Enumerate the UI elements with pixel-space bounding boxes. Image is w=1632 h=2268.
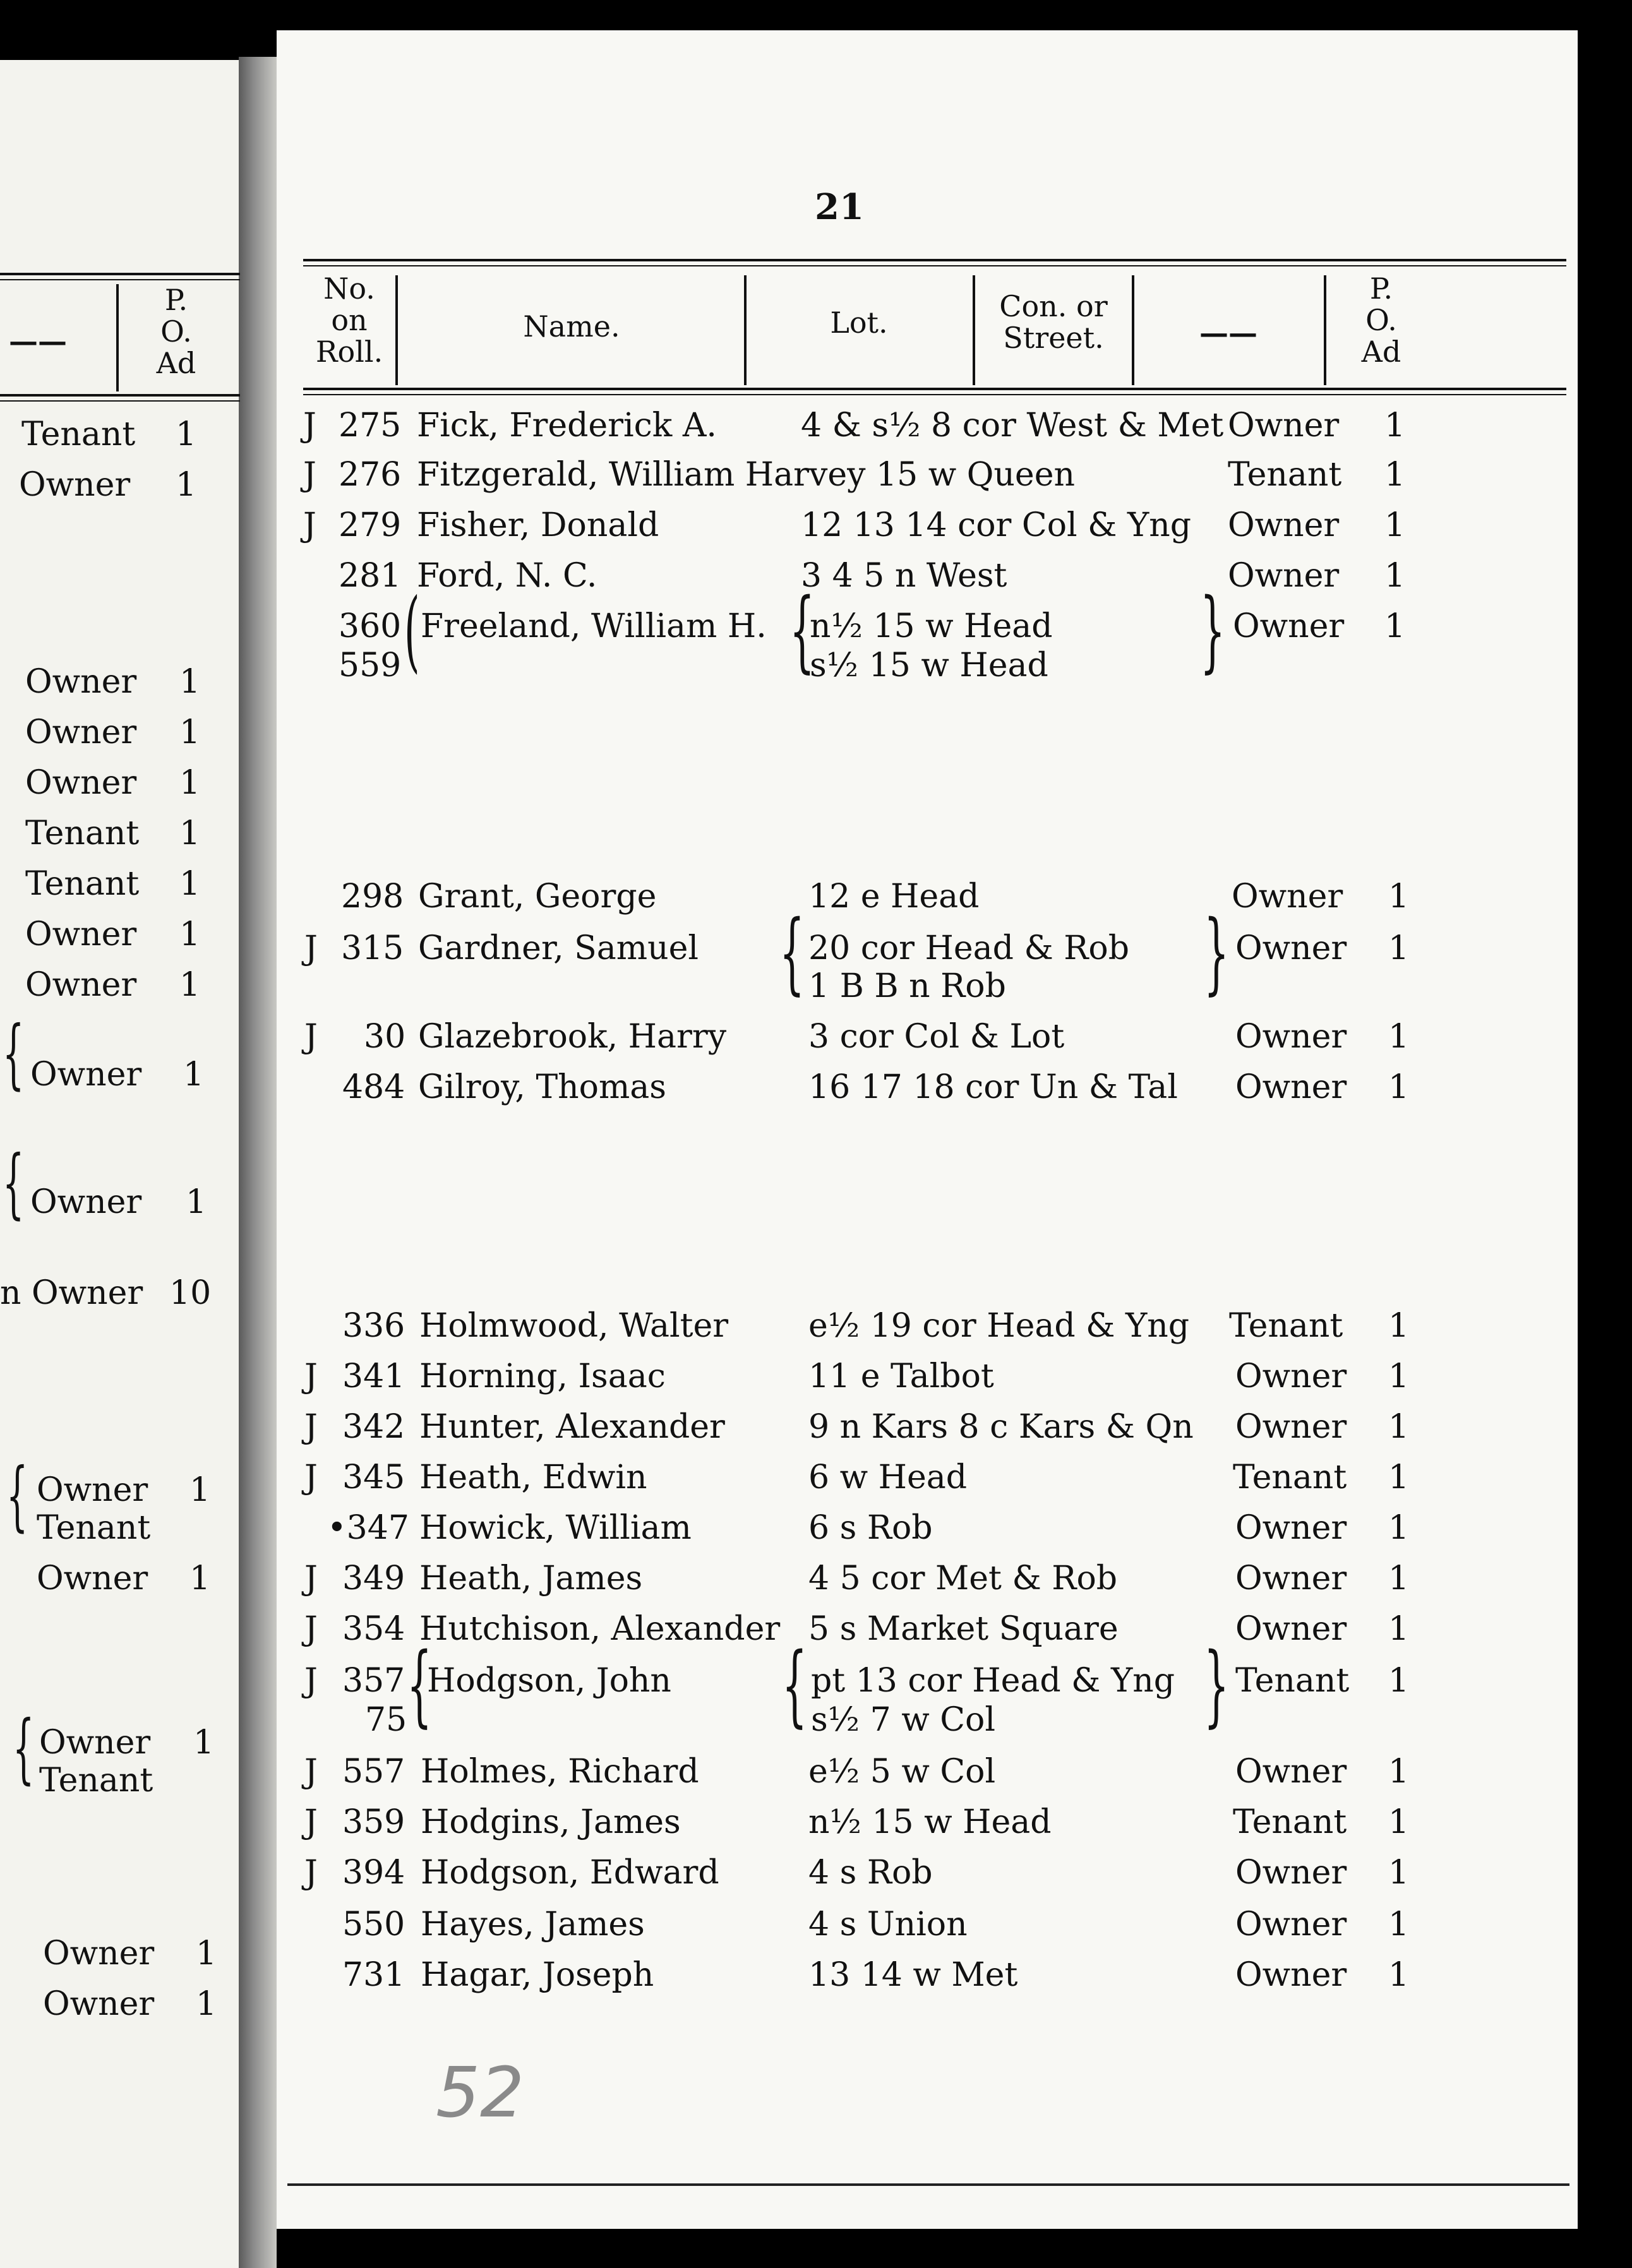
left-status-14: Owner [37,1560,148,1597]
table-row-po: 1 [1388,1509,1410,1547]
left-header-rule-top-2 [0,279,240,280]
table-row-no: 359 [342,1803,405,1841]
table-row-status: Owner [1235,1018,1347,1056]
table-row-lot-2: s½ 7 w Col [811,1701,995,1739]
row-brace: } [1204,1634,1230,1737]
table-row-lot: 12 e Head [808,878,980,916]
left-status-10: Owner [30,1183,142,1221]
left-status-2: Owner [25,663,137,701]
table-row-lot: 3 cor Col & Lot [808,1018,1065,1056]
table-row-no: 281 [339,557,402,595]
table-row-name: Ford, N. C. [417,557,597,595]
table-row-status: Owner [1235,1509,1347,1547]
left-brace-3: { [6,1452,28,1540]
row-brace: { [779,902,805,1005]
left-po-1: 1 [176,466,197,504]
left-status-12: Owner [37,1471,148,1509]
table-row-lot: n½ 15 w Head [808,1803,1052,1841]
table-row-no: 484 [342,1068,405,1106]
table-row-status: Tenant [1228,456,1342,494]
left-po-7: 1 [179,916,201,953]
header-divider-2 [744,275,747,385]
table-row-po: 1 [1388,1358,1410,1395]
row-brace: { [789,580,815,683]
table-row-status: Owner [1235,1358,1347,1395]
table-row-status: Owner [1235,1408,1347,1446]
table-row-lot: n½ 15 w Head [810,607,1053,645]
table-row-j: J [304,1018,318,1056]
left-po-12: 1 [189,1471,211,1509]
table-row-no: 336 [342,1307,405,1345]
table-row-j: J [304,1803,318,1841]
table-row-name: Heath, Edwin [419,1459,647,1496]
table-row-po: 1 [1384,456,1406,494]
header-no-on-roll: No. on Roll. [315,272,383,369]
table-row-no: 354 [342,1610,405,1648]
table-row-po: 1 [1384,407,1406,445]
table-row-name: Heath, James [419,1560,643,1597]
left-status-3: Owner [25,713,137,751]
table-row-lot: 3 4 5 n West [801,557,1007,595]
header-name: Name. [523,309,620,343]
table-row-status: Owner [1235,1753,1347,1791]
left-header-po: P. O. Ad [156,283,196,380]
table-row-name: Horning, Isaac [419,1358,666,1395]
table-row-status: Owner [1235,1854,1347,1892]
table-row-lot: 13 14 w Met [808,1956,1018,1994]
table-row-name: Freeland, William H. [421,607,767,645]
table-row-po: 1 [1388,1753,1410,1791]
table-row-po: 1 [1388,1307,1410,1345]
left-po-6: 1 [179,865,201,903]
table-row-no: 550 [342,1906,405,1943]
table-row-name: Fisher, Donald [417,506,659,544]
table-row-no: 275 [339,407,402,445]
row-brace: { [782,1634,808,1737]
left-header-dash: —— [9,324,67,358]
header-divider-3 [973,275,975,385]
left-po-15: 1 [193,1724,215,1762]
table-row-lot: 4 5 cor Met & Rob [808,1560,1118,1597]
table-row-status: Owner [1228,557,1340,595]
left-brace-1: { [3,1010,25,1098]
table-row-name: Hunter, Alexander [419,1408,725,1446]
table-row-j: J [303,407,316,445]
table-row-po: 1 [1388,1854,1410,1892]
table-row-status: Owner [1235,929,1347,967]
table-row-j: J [303,506,316,544]
table-row-lot: 4 s Union [808,1906,968,1943]
left-status-13: Tenant [37,1509,151,1547]
left-status-0: Tenant [21,415,136,453]
table-row-j: J [303,456,316,494]
left-po-8: 1 [179,966,201,1004]
table-row-no-2: 559 [339,647,402,684]
header-divider-1 [395,275,398,385]
table-row-status: Owner [1235,1610,1347,1648]
table-row-no: 298 [341,878,404,916]
table-row-no: 342 [342,1408,405,1446]
table-row-name: Gilroy, Thomas [418,1068,666,1106]
left-status-11: n Owner [0,1274,143,1312]
header-con-street: Con. or Street. [999,289,1108,355]
table-row-name: Hayes, James [421,1906,645,1943]
table-row-po: 1 [1384,607,1406,645]
left-header-divider [116,284,119,391]
table-row-no: 315 [341,929,404,967]
left-po-5: 1 [179,815,201,852]
left-po-18: 1 [196,1985,217,2023]
left-po-2: 1 [179,663,201,701]
row-brace: } [1200,580,1226,683]
table-row-j: J [304,1662,318,1700]
left-status-4: Owner [25,764,137,802]
table-row-no-2: 75 [365,1701,407,1739]
table-row-status: Owner [1228,506,1340,544]
header-rule-bottom [303,388,1566,390]
table-row-no: 557 [342,1753,405,1791]
left-po-3: 1 [179,713,201,751]
table-row-po: 1 [1388,1068,1410,1106]
table-row-j: J [304,1408,318,1446]
table-row-name: Gardner, Samuel [418,929,699,967]
left-status-17: Owner [43,1935,155,1973]
table-row-no: 731 [342,1956,405,1994]
left-status-8: Owner [25,966,137,1004]
table-row-po: 1 [1388,1610,1410,1648]
table-row-po: 1 [1388,929,1410,967]
header-po: P. O. Ad [1361,272,1401,369]
table-row-lot: 6 s Rob [808,1509,933,1547]
left-status-9: Owner [30,1056,142,1094]
table-row-status: Owner [1235,1068,1347,1106]
table-row-name: Grant, George [418,878,657,916]
table-row-lot: pt 13 cor Head & Yng [811,1662,1175,1700]
table-row-po: 1 [1388,1560,1410,1597]
table-row-lot: 4 & s½ 8 cor West & Met [801,407,1224,445]
handwritten-annotation: 52 [436,2052,524,2133]
table-row-no: 279 [339,506,402,544]
header-status: —— [1199,316,1257,350]
left-brace-4: { [13,1705,35,1793]
book-gutter [239,57,277,2268]
table-row-po: 1 [1388,1459,1410,1496]
table-row-status: Tenant [1233,1459,1347,1496]
table-row-status: Owner [1233,607,1345,645]
left-status-1: Owner [19,466,131,504]
table-row-name: Hodgson, John [427,1662,671,1700]
table-row-j: J [304,929,318,967]
table-row-name: Holmes, Richard [421,1753,699,1791]
left-header-rule-top [0,273,240,275]
table-row-name: Fick, Frederick A. [417,407,717,445]
table-row-j: J [304,1854,318,1892]
table-row-no: 341 [342,1358,405,1395]
table-row-po: 1 [1384,506,1406,544]
left-header-rule-bottom-2 [0,400,240,402]
table-row-status: Owner [1235,1560,1347,1597]
table-row-po: 1 [1388,878,1410,916]
table-row-status: Owner [1235,1906,1347,1943]
table-row-po: 1 [1388,1906,1410,1943]
table-row-no: 276 [339,456,402,494]
table-row-no: 30 [364,1018,406,1056]
table-row-status: Tenant [1233,1803,1347,1841]
table-row-lot-2: 1 B B n Rob [808,967,1006,1005]
row-brace: { [407,1634,433,1737]
table-row-po: 1 [1384,557,1406,595]
header-rule-top-2 [303,265,1566,266]
left-status-7: Owner [25,916,137,953]
table-row-no: 349 [342,1560,405,1597]
table-row-name: Hodgson, Edward [421,1854,719,1892]
header-rule-bottom-2 [303,394,1566,395]
table-row-lot: 11 e Talbot [808,1358,994,1395]
table-row-po: 1 [1388,1408,1410,1446]
table-row-po: 1 [1388,1956,1410,1994]
table-row-lot: 4 s Rob [808,1854,933,1892]
table-row-lot: 12 13 14 cor Col & Yng [801,506,1192,544]
left-status-5: Tenant [25,815,140,852]
left-po-11: 10 [169,1274,212,1312]
row-brace: } [1204,902,1230,1005]
table-row-no: •347 [327,1509,409,1547]
table-row-lot: 6 w Head [808,1459,968,1496]
table-row-po: 1 [1388,1803,1410,1841]
table-row-po: 1 [1388,1662,1410,1700]
left-po-9: 1 [183,1056,205,1094]
table-row-j: J [304,1560,318,1597]
page-number: 21 [815,186,864,228]
table-row-status: Owner [1232,878,1343,916]
header-rule-top [303,259,1566,261]
left-status-6: Tenant [25,865,140,903]
table-row-j: J [304,1610,318,1648]
header-lot: Lot. [830,306,888,340]
left-po-0: 1 [176,415,197,453]
table-row-name: Holmwood, Walter [419,1307,729,1345]
header-divider-5 [1324,275,1326,385]
table-row-status: Tenant [1235,1662,1350,1700]
left-status-16: Tenant [39,1762,153,1799]
left-po-10: 1 [186,1183,207,1221]
table-row-no: 394 [342,1854,405,1892]
table-row-po: 1 [1388,1018,1410,1056]
left-status-18: Owner [43,1985,155,2023]
table-row-lot: 5 s Market Square [808,1610,1119,1648]
bottom-border [287,2183,1569,2186]
table-row-no: 345 [342,1459,405,1496]
table-row-lot-2: s½ 15 w Head [810,647,1048,684]
table-row-lot: e½ 5 w Col [808,1753,996,1791]
left-status-15: Owner [39,1724,151,1762]
table-row-j: J [304,1358,318,1395]
table-row-name: Hagar, Joseph [421,1956,654,1994]
table-row-status: Owner [1228,407,1340,445]
table-row-j: J [304,1459,318,1496]
table-row-no: 357 [342,1662,405,1700]
table-row-name: Glazebrook, Harry [418,1018,727,1056]
left-po-4: 1 [179,764,201,802]
left-brace-2: { [3,1140,25,1227]
header-divider-4 [1132,275,1134,385]
left-po-17: 1 [196,1935,217,1973]
row-brace: ( [404,580,420,683]
table-row-j: J [304,1753,318,1791]
table-row-lot: 16 17 18 cor Un & Tal [808,1068,1178,1106]
table-row-status: Owner [1235,1956,1347,1994]
table-row-status: Tenant [1229,1307,1343,1345]
table-row-name: Howick, William [419,1509,692,1547]
table-row-no: 360 [339,607,402,645]
table-row-lot: 20 cor Head & Rob [808,929,1130,967]
left-header-rule-bottom [0,394,240,397]
table-row-name: Hodgins, James [421,1803,681,1841]
left-po-14: 1 [189,1560,211,1597]
table-row-lot: e½ 19 cor Head & Yng [808,1307,1190,1345]
table-row-name: Hutchison, Alexander [419,1610,781,1648]
table-row-name: Fitzgerald, William Harvey 15 w Queen [417,456,1075,494]
table-row-lot: 9 n Kars 8 c Kars & Qn [808,1408,1194,1446]
